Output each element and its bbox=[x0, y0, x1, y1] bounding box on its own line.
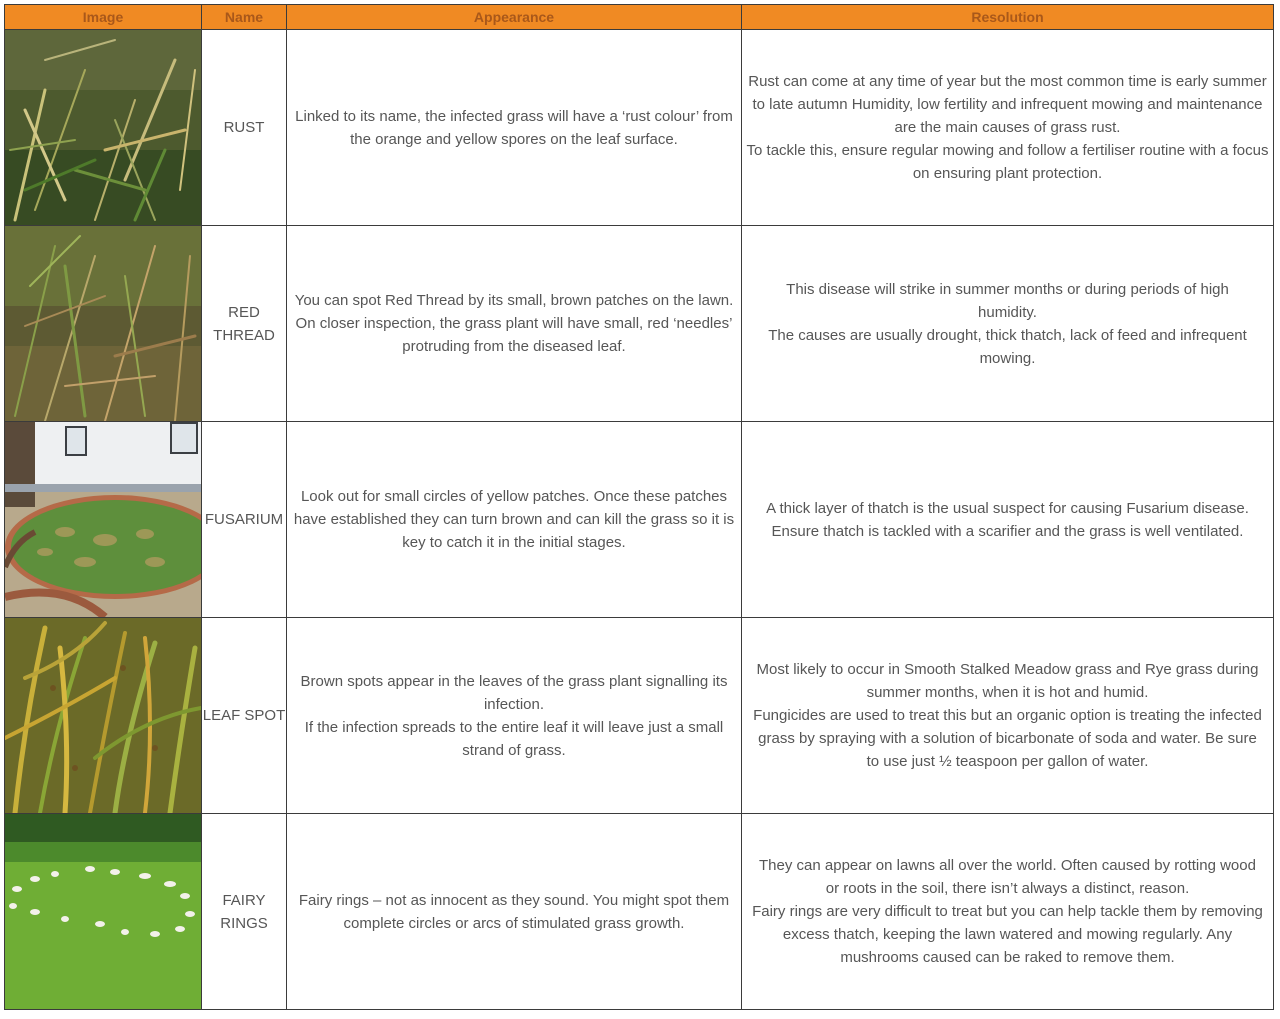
disease-name bbox=[202, 814, 287, 1010]
name-line: RED bbox=[228, 303, 260, 321]
fusarium-lawn-image bbox=[5, 422, 201, 617]
header-appearance: Appearance bbox=[287, 5, 742, 30]
resolution-text: The causes are usually drought, thick thatch, lack of feed and infrequent mowing. bbox=[768, 326, 1247, 367]
resolution-text: Rust can come at any time of year but the most common time is early summer to late autumn Humidity, low fertility and infrequent mowing and maintenance are the main causes of grass rust. bbox=[748, 73, 1267, 136]
fairy-rings-lawn-photo bbox=[5, 814, 202, 1010]
resolution-text: Most likely to occur in Smooth Stalked Meadow grass and Rye grass during summer months, when it is hot and humid. bbox=[756, 661, 1259, 701]
table-row bbox=[5, 226, 1274, 422]
table-row bbox=[5, 30, 1274, 226]
name-line: FUSARIUM bbox=[204, 511, 284, 528]
name-line: THREAD bbox=[213, 326, 275, 344]
resolution-text: To tackle this, ensure regular mowing and follow a fertiliser routine with a focus on ensuring plant protection. bbox=[746, 142, 1269, 182]
resolution-cell bbox=[742, 422, 1274, 618]
header-row bbox=[5, 5, 1274, 30]
appearance-text: You can spot Red Thread by its small, brown patches on the lawn. On closer inspection, the grass plant will have small, red ‘needles’ protruding from the diseased leaf. bbox=[294, 292, 734, 355]
resolution-text: A thick layer of thatch is the usual suspect for causing Fusarium disease. Ensure thatch is tackled with a scarifier and the grass is well ventilated. bbox=[766, 499, 1249, 540]
lawn-disease-table bbox=[4, 4, 1274, 1010]
rust-grass-photo bbox=[5, 30, 202, 226]
name-line: RINGS bbox=[220, 914, 268, 932]
appearance-text: Fairy rings – not as innocent as they sound. You might spot them complete circles or arcs of stimulated grass growth. bbox=[298, 891, 730, 932]
leaf-spot-grass-photo bbox=[5, 618, 202, 814]
appearance-cell bbox=[287, 226, 742, 422]
appearance-text: Look out for small circles of yellow patches. Once these patches have established they can turn brown and can kill the grass so it is key to catch it in the initial stages. bbox=[293, 488, 735, 551]
resolution-text: This disease will strike in summer months or during periods of high humidity. bbox=[786, 280, 1229, 321]
disease-name bbox=[202, 618, 287, 814]
disease-name bbox=[202, 30, 287, 226]
red-thread-grass-image bbox=[5, 226, 201, 421]
resolution-text: Fungicides are used to treat this but an organic option is treating the infected grass by spraying with a solution of bicarbonate of soda and water. Be sure to use just ½ teaspoon per gallon of water. bbox=[753, 707, 1262, 770]
resolution-text: Fairy rings are very difficult to treat but you can help tackle them by removing excess thatch, keeping the lawn watered and mowing regularly. Any mushrooms caused can be raked to remove them. bbox=[752, 903, 1263, 966]
resolution-cell bbox=[742, 226, 1274, 422]
header-name: Name bbox=[202, 5, 287, 30]
resolution-cell bbox=[742, 30, 1274, 226]
red-thread-grass-photo bbox=[5, 226, 202, 422]
fairy-rings-lawn-image bbox=[5, 814, 201, 1009]
table-row bbox=[5, 618, 1274, 814]
resolution-cell bbox=[742, 618, 1274, 814]
appearance-cell bbox=[287, 30, 742, 226]
rust-grass-image bbox=[5, 30, 201, 225]
appearance-text: Linked to its name, the infected grass will have a ‘rust colour’ from the orange and yellow spores on the leaf surface. bbox=[295, 107, 733, 148]
name-line: FAIRY bbox=[222, 891, 266, 909]
name-line: LEAF SPOT bbox=[202, 707, 286, 724]
header-resolution: Resolution bbox=[742, 5, 1274, 30]
table-row bbox=[5, 422, 1274, 618]
leaf-spot-grass-image bbox=[5, 618, 201, 813]
appearance-cell bbox=[287, 422, 742, 618]
appearance-cell bbox=[287, 814, 742, 1010]
appearance-text: Brown spots appear in the leaves of the grass plant signalling its infection. bbox=[300, 672, 728, 713]
appearance-text: If the infection spreads to the entire leaf it will leave just a small strand of grass. bbox=[304, 718, 724, 759]
name-line: RUST bbox=[223, 119, 265, 136]
header-image: Image bbox=[5, 5, 202, 30]
resolution-cell bbox=[742, 814, 1274, 1010]
disease-name bbox=[202, 422, 287, 618]
table-row bbox=[5, 814, 1274, 1010]
fusarium-lawn-photo bbox=[5, 422, 202, 618]
appearance-cell bbox=[287, 618, 742, 814]
disease-name bbox=[202, 226, 287, 422]
resolution-text: They can appear on lawns all over the world. Often caused by rotting wood or roots in the soil, there isn’t always a distinct, reason. bbox=[759, 857, 1256, 897]
